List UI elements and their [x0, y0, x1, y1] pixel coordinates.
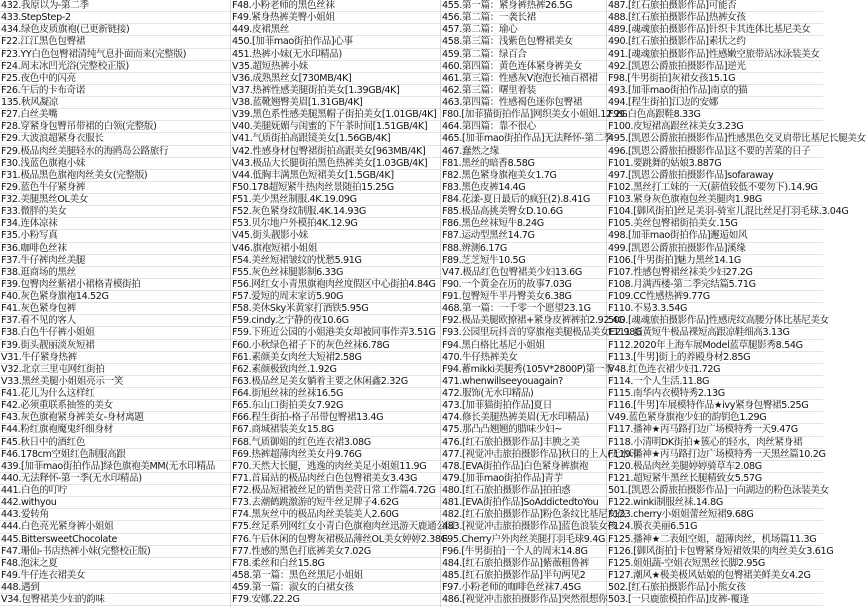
list-item[interactable]: F49.紧身热裤美臀小姐姐 — [231, 12, 440, 24]
list-item[interactable]: F119.播神★丙马路打边广场模特秀一天黑丝篇10.2G — [608, 448, 826, 460]
list-item[interactable]: F53.贝尔地户外模拍4K.12.9G — [231, 218, 440, 230]
list-item[interactable]: F114.一个人生活.11.8G — [607, 376, 823, 388]
list-item[interactable]: 479.[加菲mao街拍作品]青芋 — [441, 473, 606, 485]
list-item[interactable]: V36.成熟黑丝女[730MB/4K] — [231, 73, 440, 85]
list-item[interactable]: F60.小秋绿色裙子下的灰色丝袜6.78G — [231, 340, 440, 352]
list-item[interactable]: 478.[EVA街拍作品]白色紧身裤旗袍 — [441, 461, 606, 473]
list-item[interactable]: F26.午后的卡布奇诺 — [0, 85, 230, 97]
list-item[interactable]: V39.黑色系性感美腿黑帽子街拍美女[1.01GB/4K] — [231, 109, 440, 121]
list-item[interactable]: 457.第二篇：瑜心 — [441, 24, 606, 36]
list-item[interactable]: 444.白色亮光紧身裤小姐姐 — [0, 521, 230, 533]
list-item[interactable]: F49.牛仔连衣裙美女 — [0, 570, 230, 582]
list-item[interactable]: F112.2020年上海车展Model蓝草腿影秀8.54G — [607, 340, 823, 352]
list-item[interactable]: F108.月满西楼-第二季完结篇5.71G — [607, 279, 823, 291]
list-item[interactable]: 499.[凯恩公爵旅拍摄影作品]溪缘 — [607, 243, 823, 255]
list-item[interactable]: 502.[红石旅拍摄影作品]小熊女孩 — [607, 582, 823, 594]
list-item[interactable]: F116.[牛男]车展模特作品★ivy紧身包臀裙5.25G — [607, 400, 823, 412]
list-item[interactable]: F111.蛋黄短牛极品裸短高跟凉鞋细高3.13G — [607, 327, 823, 339]
list-item[interactable]: F122.winki制服丝袜.14.8G — [607, 497, 823, 509]
list-item[interactable]: V48.红色连衣裙少妇1.72G — [607, 364, 823, 376]
list-item[interactable]: 455.第一篇：紧身裤热裤26.5G — [441, 0, 606, 12]
list-item[interactable]: 456.第二篇：一袭长裙 — [441, 12, 606, 24]
list-item[interactable]: 472.服饰(无水印精品) — [441, 388, 606, 400]
list-item[interactable]: 476.[红石旅拍摄影作品]丰腴之美 — [441, 437, 606, 449]
list-item[interactable]: 501.[凯恩公爵旅拍摄影作品]一向湖边的粉色泳装美女 — [608, 485, 829, 496]
list-item[interactable]: F92.极品美腿欧撩裙+紧身皮裤裤拍2.92.4G — [442, 315, 625, 327]
list-item[interactable]: 450.[加菲mao街拍作品]心事 — [231, 36, 440, 48]
list-item[interactable]: F78.柔丝和白丝15.8G — [231, 558, 440, 570]
list-item[interactable]: F45.秋日中的酒红色 — [0, 437, 230, 449]
list-item[interactable]: 484.[红石旅拍摄影作品]紫薇粗鲁裤 — [441, 558, 606, 570]
list-item[interactable]: F39.街头靓丽淡灰短裙 — [0, 340, 230, 352]
list-item[interactable]: 490.[红石旅拍摄影作品]素状之约 — [607, 36, 823, 48]
list-item[interactable]: F29.蓝色牛仔紧身裤 — [0, 182, 230, 194]
list-item[interactable]: F48.小粉老师的黑色丝袜 — [231, 0, 440, 12]
list-item[interactable]: 458.第一篇：黑色丝黑尼小姐姐 — [231, 570, 440, 582]
list-column-4 — [607, 0, 866, 607]
list-column-3 — [441, 0, 643, 607]
list-item[interactable]: F46.178cm空姐红色制服高跟 — [0, 449, 230, 461]
list-item[interactable]: F117.播神★丙马路打边广场模特秀一天9.47G — [607, 424, 823, 436]
list-item[interactable]: F88.辨测6.17G — [441, 243, 606, 255]
list-item[interactable]: F96.[牛男街拍]一个人的周末14.8G — [441, 546, 606, 558]
list-item[interactable]: F54.美丝短裙皱纹的忧愁5.91G — [231, 255, 440, 267]
list-item[interactable]: 461.第三篇：性感灰V泡泡长袖百褶裙 — [441, 73, 606, 85]
list-item[interactable]: F80.[加菲猫街拍作品]网织美女小姐姐.12.2G — [442, 109, 628, 121]
list-item[interactable]: F97.小粉老师的咖啡色丝袜7.45G — [441, 582, 606, 594]
list-item[interactable]: 464.第四篇：靠不很心 — [441, 121, 606, 133]
list-item[interactable]: F76.午后休闲的包臀灰裙极品薄丝OL美女婷婷2.38G — [232, 533, 448, 545]
list-item[interactable]: F75.丝足系列网红女小青白色旗袍肉丝迅游天鹿通公园 — [232, 521, 455, 533]
list-item[interactable]: 473.[加菲猫街拍作品]夏日 — [441, 400, 606, 412]
list-item[interactable]: 462.第三篇：曙里着装 — [441, 85, 606, 97]
list-item[interactable]: F56.网红女小青黑旗袍肉丝度假区中心街拍4.84G — [231, 279, 440, 291]
list-item[interactable]: F22.江江黑色包臀裙 — [0, 36, 230, 48]
list-item[interactable]: F109.CC性感热裤9.77G — [607, 291, 823, 303]
list-item[interactable]: F87.运动型黑丝14.7G — [441, 230, 606, 242]
list-item[interactable]: F31.极品黑色旗袍肉丝美女(完整版) — [0, 170, 230, 182]
list-item[interactable]: F23.YY白色包臀裙清纯气息扑面而来(完整版) — [0, 49, 230, 61]
list-item[interactable]: F68.气质御姐的红色连衣裙3.08G — [231, 437, 440, 449]
list-item[interactable]: V44.低胸丰满黑色短裙美女[1.5GB/4K] — [231, 170, 440, 182]
list-item[interactable]: F37.牛仔裤肉丝美腿 — [0, 255, 230, 267]
list-item[interactable]: F125.姐姐蔬-空姐衣短黑丝长脚2.95G — [607, 558, 823, 570]
list-item[interactable]: F82.黑色紧身旗袍美女1.7G — [441, 170, 606, 182]
list-item[interactable]: F57.爱短的周末家访5.90G — [231, 291, 440, 303]
list-item[interactable]: F41.花儿为什么这样红 — [0, 388, 230, 400]
list-item[interactable]: 474.修长美腿热裤美眉(无水印精品) — [441, 412, 606, 424]
list-item[interactable]: 434.绿色皮质旗袍(已更新链接) — [0, 24, 230, 36]
list-item[interactable]: V47.极品红色包臀裙美少妇13.6G — [441, 267, 606, 279]
list-item[interactable]: 448.遇到 — [0, 582, 230, 594]
list-item[interactable]: F55.灰色丝袜腿影制6.33G — [231, 267, 440, 279]
list-item[interactable]: F25.夜色中的闪亮 — [0, 73, 230, 85]
list-item[interactable]: V45.街头靓影小妹 — [231, 230, 440, 242]
list-item[interactable]: 491.[魂魂旅拍摄影作品]性感嫩空旅带站冰泳装美女 — [607, 49, 823, 61]
list-item[interactable]: F47.珊仙-书店热裤小妹(完整校正版) — [0, 546, 230, 558]
list-item[interactable]: V49.蓝色紧身旗袍少妇的韵钥色1.29G — [607, 412, 823, 424]
list-item[interactable]: F73.去潮鹤跳激游的短牛丝足牌子4.62G — [231, 497, 440, 509]
list-item[interactable]: F107.性感包臀裙丝袜美少妇27.2G — [607, 267, 823, 279]
list-item[interactable]: 500.[魂魂旅拍摄影作品]性感虎纹高腰分体比基尼美女 — [608, 315, 829, 327]
list-item[interactable]: 496.[凯恩公爵旅拍摄影作品]这不要的苦菜的日子 — [607, 146, 823, 158]
list-item[interactable]: F70.天然大长腿，逃逸的肉丝美足小姐姐11.9G — [231, 461, 440, 473]
list-item[interactable]: 483.[视觉冲击旅拍摄影作品]蓝色浪装女孩 — [442, 521, 617, 533]
list-column-2 — [231, 0, 455, 607]
list-item[interactable]: F91.包臀短牛半丹臀美女6.38G — [441, 291, 606, 303]
list-item[interactable]: F38.逛商场的黑丝 — [0, 267, 230, 279]
list-item[interactable]: V38.蓝靴翘臀美眉[1.31GB/4K] — [231, 97, 440, 109]
list-item[interactable]: F90.一个黄金在历的故事7.03G — [441, 279, 606, 291]
list-item[interactable]: 494.[程生街拍]江边的安娜 — [607, 97, 823, 109]
list-item[interactable]: 495.[凯恩公爵旅拍摄影作品]性感黑色交叉肩带比基尼长腿美女 — [608, 133, 866, 145]
list-item[interactable]: F62.素颜极致肉丝.1.92G — [231, 364, 440, 376]
list-item[interactable]: F94.黑白格比基尼小姐姐 — [441, 340, 606, 352]
list-item[interactable]: F99.白色高跟鞋8.33G — [607, 109, 823, 121]
list-item[interactable]: F79.安娜.22.2G — [231, 594, 440, 606]
list-item[interactable]: F29.极品肉丝美腿轻水的海鸥岛公路旅行 — [0, 146, 230, 158]
list-item[interactable]: 489.[魂魂旅拍摄影作品]针织卡其连体比基尼美女 — [607, 24, 823, 36]
list-item[interactable]: F63.极品丝足美女躺着主要之休闲鑫2.32G — [231, 376, 440, 388]
list-item[interactable]: F93.公园里玩抖音的穿旗袍美腿极品美女E2.98G — [442, 327, 643, 339]
list-item[interactable]: F58.美休Sky米黄家打酒铁5.95G — [231, 303, 440, 315]
list-item[interactable]: F125.播神★二表姐空姐，超薄肉丝，机场篇11.3G — [607, 534, 823, 546]
list-column-1 — [0, 0, 231, 607]
list-item[interactable]: F124.膜衣美丽6.51G — [607, 521, 823, 533]
list-item[interactable]: F81.黑丝的暗香8.58G — [441, 158, 606, 170]
list-item[interactable]: F105.美丝包臀裙街拍美女.15G — [607, 218, 823, 230]
list-item[interactable]: F48.泡沫之夏 — [0, 558, 230, 570]
list-item[interactable]: 432.我原以为-第二季 — [0, 0, 230, 12]
list-item[interactable]: F120.极品肉丝美腿婷婷骑草车2.08G — [607, 461, 823, 473]
list-item[interactable]: 497.[凯恩公爵旅拍摄影作品]sofaraway — [607, 170, 823, 182]
list-item[interactable]: 480.[红石旅拍摄影作品]拍拍惑 — [441, 485, 606, 497]
list-item[interactable]: F121.超短紧牛黑丝长腿精致女5.57G — [607, 473, 823, 485]
list-item[interactable]: F126.[御风街拍]卡包臀紧身短裙效果的肉丝美女3.61G — [608, 545, 834, 557]
list-item[interactable]: F100.皮短裙高跟丝袜美女3.23G — [607, 121, 823, 133]
list-item[interactable]: F36.咖啡色丝袜 — [0, 243, 230, 255]
list-item[interactable]: F103.紧身灰色旗袍包丝美腿肉1.98G — [607, 194, 823, 206]
list-item[interactable]: V35.超短热裤小妹 — [231, 61, 440, 73]
list-item[interactable]: 481.[EVA街拍作品]SoAddictedtoYou — [441, 497, 606, 509]
list-item[interactable]: F28.穿紧身包臀吊带裙的白领(完整版) — [0, 121, 230, 133]
list-item[interactable]: F104.[御风街拍]丝足美羽-骑室儿混比丝足打羽毛球.3.04G — [608, 206, 849, 218]
list-item[interactable]: 459.第二篇：绿百合 — [441, 49, 606, 61]
list-item[interactable]: F74.黑灰丝中的极品肉丝美装美人2.60G — [231, 509, 440, 521]
list-item[interactable]: F52.灰色紧身纹制服.4K.14.93G — [231, 206, 440, 218]
list-item[interactable]: V34.包臀裙美少妇的韵味 — [0, 594, 230, 606]
list-item[interactable]: 493.[加菲mao街拍作品]南京的猫 — [607, 85, 823, 97]
list-item[interactable]: V43.极品大长腿街拍黑色热裤美女[1.03GB/4K] — [231, 158, 440, 170]
list-item[interactable]: 440.无法释怀-第一季(无水印精品) — [0, 473, 230, 485]
list-item[interactable]: F61.素颜美女肉丝大短裙2.58G — [231, 352, 440, 364]
list-item[interactable]: 451.热裤小妹(无水印精品) — [231, 49, 440, 61]
list-item[interactable]: 488.[红石旅拍摄影作品]热裤女孩 — [607, 12, 823, 24]
list-item[interactable]: 487.[红石旅拍摄影作品]可能否 — [607, 0, 823, 12]
list-item[interactable]: F95.Cherry户外肉丝美腿打羽毛球9.4G — [442, 533, 606, 545]
list-item[interactable]: 485.[红石旅拍摄影作品]半句两见2 — [441, 570, 606, 582]
list-item[interactable]: F41.灰色紧身包裤 — [0, 303, 230, 315]
list-item[interactable]: V46.旗袍短裙小姐姐 — [231, 243, 440, 255]
list-item[interactable]: F51.美少黑丝制服.4K.19.09G — [231, 194, 440, 206]
list-item[interactable]: F77.性感的黑色打底裤美女7.02G — [231, 546, 440, 558]
list-item[interactable]: F27.白丝美嘴 — [0, 109, 230, 121]
list-item[interactable]: 465.[加菲mao街拍作品]无法释怀-第二季 — [442, 133, 613, 145]
list-item[interactable]: 486.[视觉冲击旅拍摄影作品]突然很想你 — [442, 594, 608, 606]
list-item[interactable]: 445.BittersweetChocolate — [0, 534, 230, 546]
list-item[interactable]: F66.程生街拍-格子吊带包臀裙13.4G — [231, 412, 440, 424]
list-item[interactable]: F110.不易3.3.54G — [607, 303, 823, 315]
list-item[interactable]: F30.浅蓝色旗袍小妹 — [0, 158, 230, 170]
list-item[interactable]: F65.东山口街拍美女7.92G — [231, 400, 440, 412]
list-item[interactable]: F85.极品高挑美臀女D.10.6G — [441, 206, 606, 218]
list-item[interactable]: 498.[加菲mao街拍作品]邂逅如风 — [607, 230, 823, 242]
list-item[interactable]: F113.[牛男]街上的养殿身材2.85G — [607, 352, 823, 364]
list-item[interactable]: F40.灰色紧身旗袍14.52G — [0, 291, 230, 303]
list-item[interactable]: F98.[牛男街拍]灰裙女孩15.1G — [607, 73, 823, 85]
list-item[interactable]: F101.要跳舞的姑娘3.887G — [607, 158, 823, 170]
list-item[interactable]: F71.首届站的极品肉丝白色包臀裙美女3.43G — [231, 473, 440, 485]
list-item[interactable]: 433.StepStep-2 — [0, 12, 230, 24]
list-item[interactable]: 442.withyou — [0, 497, 230, 509]
list-item[interactable]: V37.热裤性感美腿街拍美女[1.39GB/4K] — [231, 85, 440, 97]
list-item[interactable]: F115.南华内衣模特秀2.13G — [607, 388, 823, 400]
list-item[interactable]: 443.爱转角 — [0, 509, 230, 521]
list-item[interactable]: F84.花漾-夏日最后的疯狂(2).8.41G — [441, 194, 606, 206]
list-item[interactable]: 463.第四篇：性感褐色迷你包臀裙 — [441, 97, 606, 109]
list-item[interactable]: F33.微胖的美女 — [0, 206, 230, 218]
list-item[interactable]: F44.粉红旗袍魔鬼纤细身材 — [0, 424, 230, 436]
list-item[interactable]: 467.蠢然之缘 — [441, 146, 606, 158]
list-item[interactable]: F50.178超短紧牛热肉丝景随拍15.25G — [231, 182, 440, 194]
list-item[interactable]: F118.小清明DK街拍★簇心的轻水，肉丝紧身裙 — [607, 437, 823, 449]
list-item[interactable]: V31.牛仔紧身热裤 — [0, 352, 230, 364]
list-item[interactable]: F86.黑色丝袜短牛8.24G — [441, 218, 606, 230]
list-item[interactable]: 470.牛仔热裤美女 — [441, 352, 606, 364]
list-item[interactable]: 449.皮裙黑丝 — [231, 24, 440, 36]
list-item[interactable]: F102.黑丝打工妹的一天(薪值较低不要勿下).14.9G — [607, 182, 823, 194]
list-item[interactable]: F123.cherry小姐姐蕾丝短裙9.68G — [607, 509, 823, 521]
list-item[interactable]: 441.白色的叮咛 — [0, 485, 230, 497]
list-item[interactable]: F64.街旭丝袜的丝袜16.5G — [231, 388, 440, 400]
list-item[interactable]: F39.包臀肉丝紫裙小裙格青模街拍 — [0, 279, 230, 291]
list-item[interactable]: 459.第一篇：淑女的白裙女孩 — [231, 582, 440, 594]
list-item[interactable]: F29.大波浪超紧身衣服长 — [0, 133, 230, 145]
list-item[interactable]: 439.[加菲mao街拍作品]绿色旗袍美MM(无水印精品 — [0, 461, 230, 473]
list-item[interactable]: V42.性感身材包臀裙街拍高跟美女[963MB/4K] — [231, 146, 440, 158]
list-item[interactable]: 135.秋风凝凉 — [0, 97, 230, 109]
list-item[interactable]: V41.气质街拍高跟镜美女[1.56GB/4K] — [231, 133, 440, 145]
list-item[interactable]: 482.[红石旅拍摄影作品]粉色条纹比基尼女孩 — [442, 509, 626, 521]
list-item[interactable]: V32.北京三里屯网红街拍 — [0, 364, 230, 376]
list-item[interactable]: F69.热裤超薄肉丝美女丹9.76G — [231, 449, 440, 461]
list-item[interactable]: F89.芝芝短牛10.5G — [441, 255, 606, 267]
list-item[interactable]: 492.[凯恩公爵旅拍摄影作品]逆光 — [607, 61, 823, 73]
list-item[interactable]: V40.美腿妩媚与闺蜜的下午茶时间[1.51GB/4K] — [231, 121, 440, 133]
list-item[interactable]: F37.看不见的客人 — [0, 315, 230, 327]
list-item[interactable]: F24.周末冰凹光浴(完整校正版) — [0, 61, 230, 73]
list-item[interactable]: F106.[牛男街拍]魅力黑丝14.1G — [607, 255, 823, 267]
list-item[interactable]: F35.小粉写真 — [0, 230, 230, 242]
list-item[interactable]: F59.下班近公园的小姐港美女却被同事作弄3.51G — [231, 327, 440, 339]
list-item[interactable]: 477.[视觉冲击旅拍摄影作品]秋日的上人(无水印 — [442, 448, 639, 460]
list-item[interactable]: 475.那凸凸翘翘的腊味少妇~ — [441, 424, 606, 436]
list-item[interactable]: 458.第三篇：浅紫色包臀裙美女 — [441, 36, 606, 48]
list-item[interactable]: 468.第一篇：一千零一个愿望23.1G — [441, 303, 606, 315]
list-item[interactable]: F83.黑色皮裤14.4G — [441, 182, 606, 194]
list-item[interactable]: F67.商城裙装美女15.8G — [231, 424, 440, 436]
list-item[interactable]: 503.[一只鹿旅模拍作品]皮裤-覆逢 — [607, 594, 823, 606]
list-item[interactable]: F34.连体凉袜 — [0, 218, 230, 230]
list-item[interactable]: F38.白色牛仔裤小姐姐 — [0, 327, 230, 339]
list-item[interactable]: F94.蓄mikki美腿秀(105V*2800P)第一季 — [442, 363, 614, 375]
list-item[interactable]: F43.灰色旗袍紧身裤美女-身材离题 — [0, 412, 230, 424]
list-item[interactable]: F32.美腿黑丝OL美女 — [0, 194, 230, 206]
list-item[interactable]: 460.第四篇：黄色连体紧身裤美女 — [441, 61, 606, 73]
list-item[interactable]: F42.必须重联系抽签的美女 — [0, 400, 230, 412]
list-item[interactable]: F59.cindy之宁静的夜10.6G — [231, 315, 440, 327]
list-item[interactable]: V33.黑丝美腿小姐姐亮示一笑 — [0, 376, 230, 388]
list-item[interactable]: 471.whenwillseeyouagain? — [441, 376, 606, 388]
list-item[interactable]: F127.潮风★极美极风姑娘的包臀裙美鲜美女4.2G — [607, 570, 823, 582]
list-item[interactable]: F72.极品短裙被丝足的销售美营日常工作篇4.72G — [231, 485, 440, 497]
